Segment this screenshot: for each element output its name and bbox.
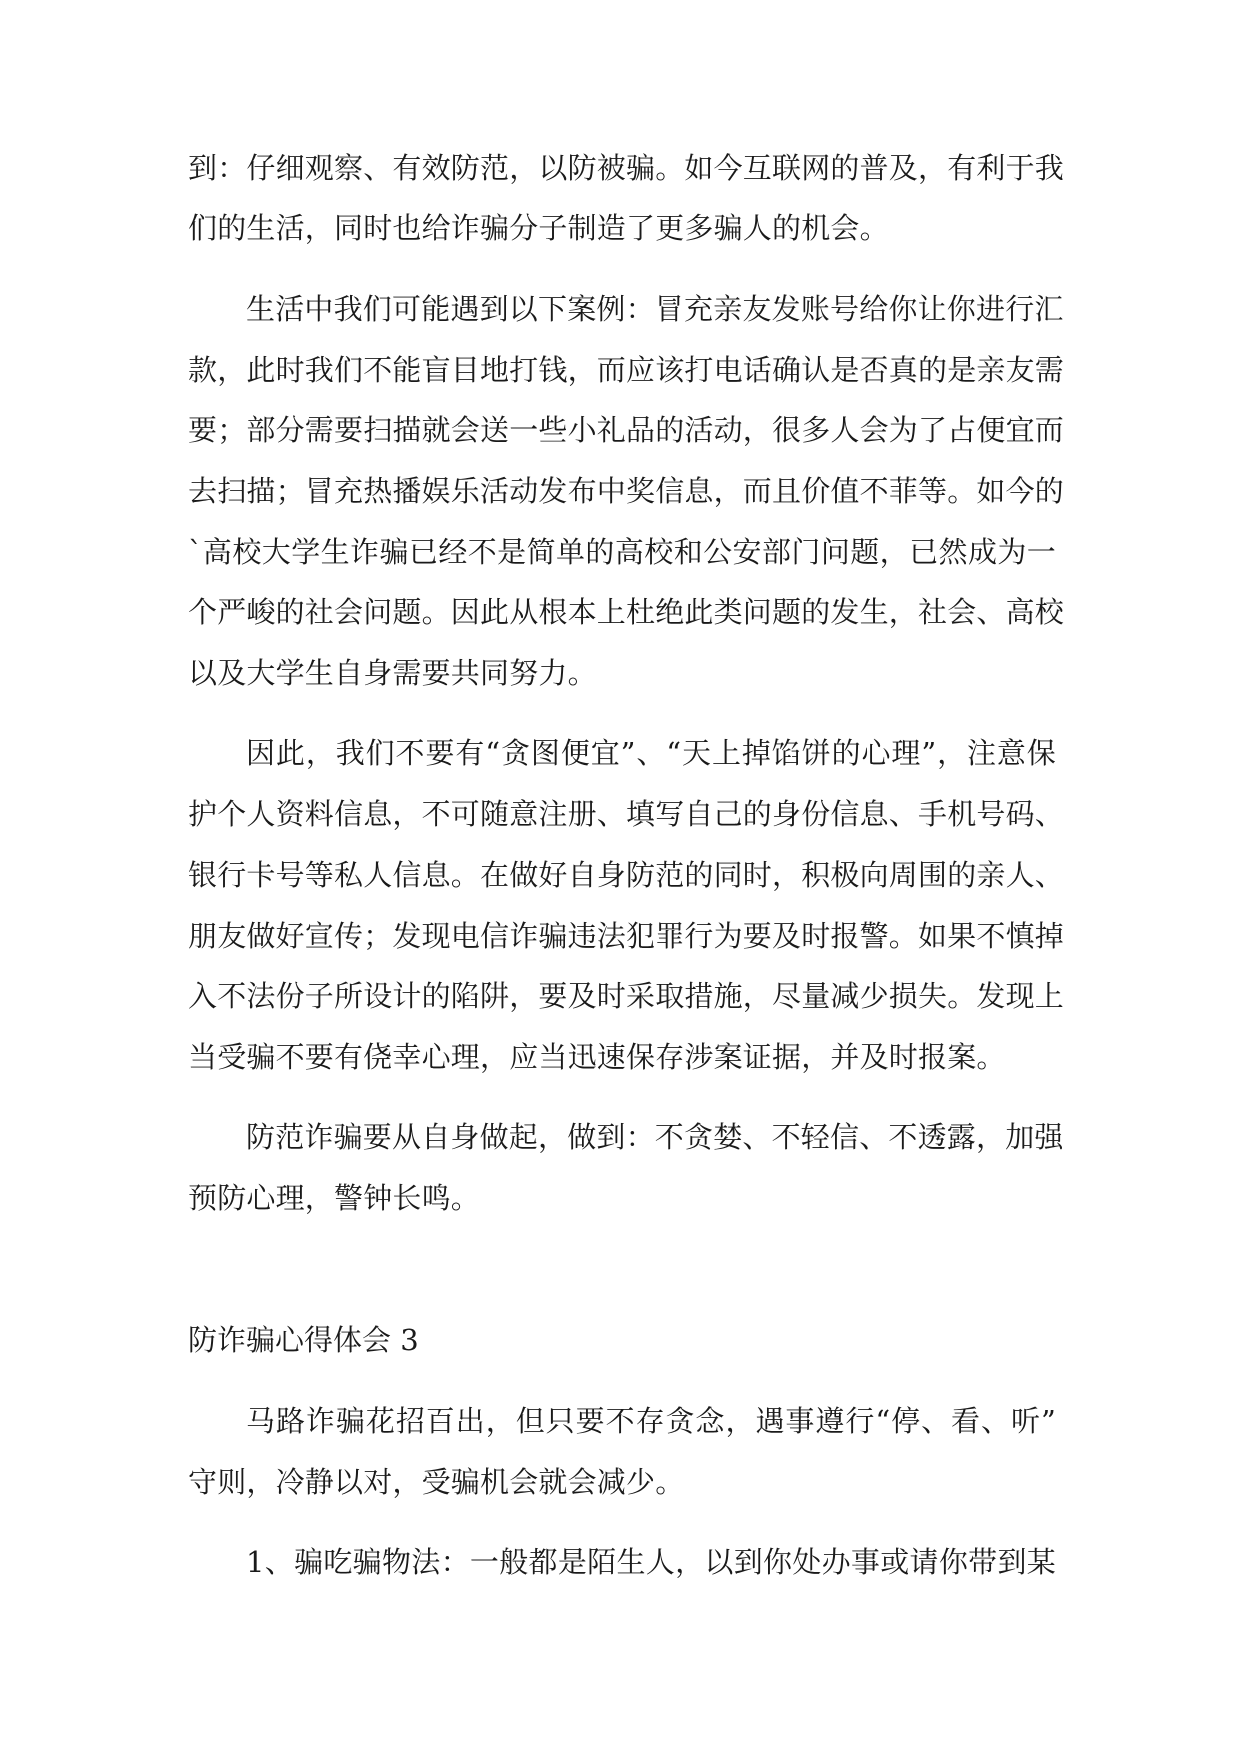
paragraph-line: 生活中我们可能遇到以下案例：冒充亲友发账号给你让你进行汇 [246, 292, 1064, 326]
paragraph-line: 银行卡号等私人信息。在做好自身防范的同时，积极向周围的亲人、 [188, 858, 1065, 892]
paragraph-line: 款，此时我们不能盲目地打钱，而应该打电话确认是否真的是亲友需 [188, 353, 1065, 387]
paragraph-line: 入不法份子所设计的陷阱，要及时采取措施，尽量减少损失。发现上 [188, 979, 1065, 1013]
paragraph-line: 守则，冷静以对，受骗机会就会减少。 [188, 1465, 685, 1499]
paragraph-line: 朋友做好宣传；发现电信诈骗违法犯罪行为要及时报警。如果不慎掉 [188, 919, 1065, 953]
paragraph-line: 要；部分需要扫描就会送一些小礼品的活动，很多人会为了占便宜而 [188, 413, 1065, 447]
paragraph-line: 去扫描；冒充热播娱乐活动发布中奖信息，而且价值不菲等。如今的 [188, 474, 1065, 508]
paragraph-line: 预防心理，警钟长鸣。 [188, 1181, 481, 1215]
paragraph-line: 因此，我们不要有“贪图便宜”、“天上掉馅饼的心理”，注意保 [246, 736, 1056, 770]
paragraph-line: 个严峻的社会问题。因此从根本上杜绝此类问题的发生，社会、高校 [188, 595, 1065, 629]
paragraph-line: `高校大学生诈骗已经不是简单的高校和公安部门问题，已然成为一 [188, 535, 1056, 569]
paragraph-line: 护个人资料信息，不可随意注册、填写自己的身份信息、手机号码、 [188, 797, 1065, 831]
section-heading: 防诈骗心得体会 3 [188, 1323, 419, 1357]
paragraph-line: 当受骗不要有侥幸心理，应当迅速保存涉案证据，并及时报案。 [188, 1040, 1006, 1074]
paragraph-line: 们的生活，同时也给诈骗分子制造了更多骗人的机会。 [188, 211, 889, 245]
paragraph-line: 马路诈骗花招百出，但只要不存贪念，遇事遵行“停、看、听” [246, 1404, 1056, 1438]
paragraph-line: 以及大学生自身需要共同努力。 [188, 656, 597, 690]
paragraph-line: 防范诈骗要从自身做起，做到：不贪婪、不轻信、不透露，加强 [246, 1120, 1064, 1154]
paragraph-line: 1、骗吃骗物法：一般都是陌生人，以到你处办事或请你带到某 [246, 1545, 1056, 1579]
paragraph-line: 到：仔细观察、有效防范，以防被骗。如今互联网的普及，有利于我 [188, 151, 1065, 185]
